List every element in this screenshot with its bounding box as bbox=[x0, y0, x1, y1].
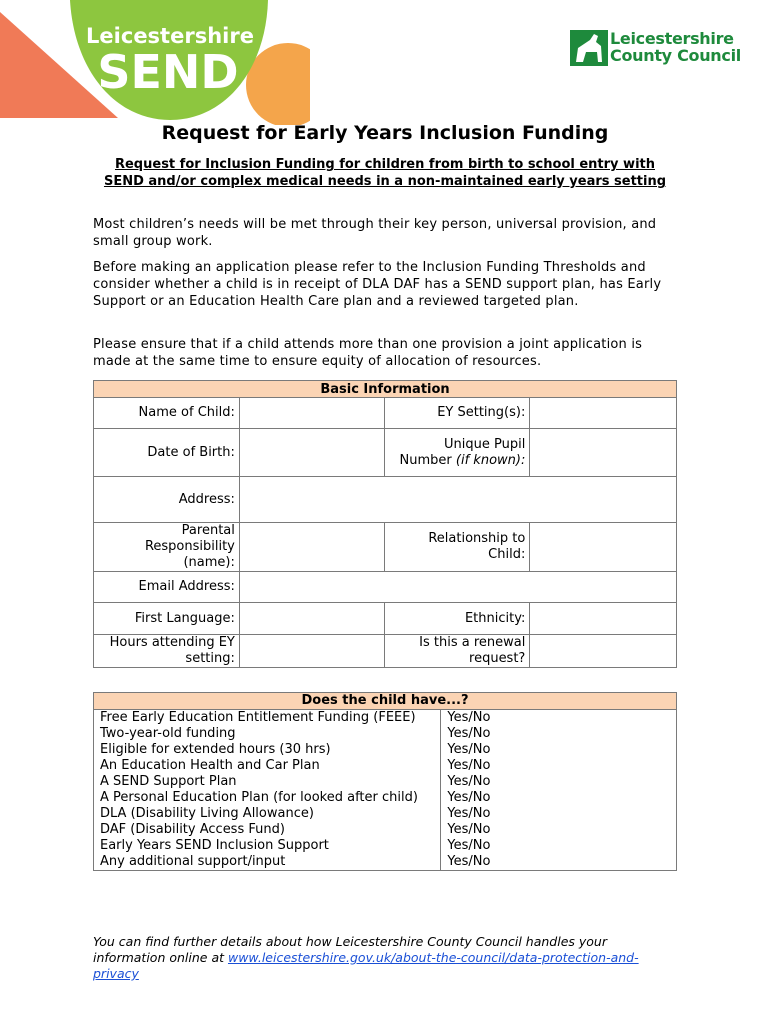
yes-no-answer[interactable]: Yes/No bbox=[441, 790, 677, 806]
address-label: Address: bbox=[94, 477, 240, 523]
table-row bbox=[94, 758, 677, 774]
name-of-child-field[interactable] bbox=[239, 398, 384, 429]
support-item-label: Early Years SEND Inclusion Support bbox=[94, 838, 441, 854]
upn-label-optional: (if known): bbox=[455, 452, 526, 468]
council-logo-text bbox=[610, 30, 741, 64]
parental-responsibility-label: Parental Responsibility (name): bbox=[94, 523, 240, 572]
relationship-label: Relationship to Child: bbox=[384, 523, 530, 572]
council-line-1: Leicestershire bbox=[610, 29, 734, 48]
ey-settings-field[interactable] bbox=[530, 398, 677, 429]
relationship-field[interactable] bbox=[530, 523, 677, 572]
yes-no-answer[interactable]: Yes/No bbox=[441, 710, 677, 727]
hours-label: Hours attending EY setting: bbox=[94, 635, 240, 668]
intro-paragraph-2: Before making an application please refer to the Inclusion Funding Thresholds and consider whether a child is in receipt of DLA DAF has a SEND support plan, has Early Support or an Education Health Care plan and a reviewed targeted plan. bbox=[93, 260, 662, 309]
council-line-2: County Council bbox=[610, 46, 741, 65]
yes-no-answer[interactable]: Yes/No bbox=[441, 726, 677, 742]
intro-paragraph-3: Please ensure that if a child attends more than one provision a joint application is made at the same time to ensure equity of allocation of resources. bbox=[93, 337, 643, 369]
yes-no-answer[interactable]: Yes/No bbox=[441, 774, 677, 790]
support-item-label: Any additional support/input bbox=[94, 854, 441, 871]
privacy-text: You can find further details about how Leicestershire County Council handles your information online at bbox=[93, 934, 607, 965]
table-row bbox=[94, 854, 677, 871]
page-title: Request for Early Years Inclusion Funding bbox=[161, 122, 609, 144]
table-row bbox=[94, 774, 677, 790]
child-have-header: Does the child have...? bbox=[94, 693, 677, 710]
upn-label-main: Unique Pupil Number bbox=[399, 436, 526, 468]
parental-responsibility-field[interactable] bbox=[239, 523, 384, 572]
table-row bbox=[94, 726, 677, 742]
ey-settings-label: EY Setting(s): bbox=[384, 398, 530, 429]
table-row bbox=[94, 742, 677, 758]
send-logo bbox=[0, 0, 310, 125]
support-item-label: Free Early Education Entitlement Funding (FEEE) bbox=[94, 710, 441, 727]
support-item-label: Two-year-old funding bbox=[94, 726, 441, 742]
support-item-label: DLA (Disability Living Allowance) bbox=[94, 806, 441, 822]
support-item-label: A SEND Support Plan bbox=[94, 774, 441, 790]
table-row bbox=[94, 710, 677, 727]
send-logo-bottom-text: SEND bbox=[97, 45, 239, 99]
support-item-label: An Education Health and Car Plan bbox=[94, 758, 441, 774]
upn-label bbox=[384, 429, 530, 477]
table-row bbox=[94, 806, 677, 822]
upn-field[interactable] bbox=[530, 429, 677, 477]
privacy-footer bbox=[93, 934, 673, 982]
renewal-field[interactable] bbox=[530, 635, 677, 668]
email-label: Email Address: bbox=[94, 572, 240, 603]
table-row bbox=[94, 790, 677, 806]
address-field[interactable] bbox=[239, 477, 676, 523]
yes-no-answer[interactable]: Yes/No bbox=[441, 854, 677, 871]
yes-no-answer[interactable]: Yes/No bbox=[441, 758, 677, 774]
support-item-label: Eligible for extended hours (30 hrs) bbox=[94, 742, 441, 758]
yes-no-answer[interactable]: Yes/No bbox=[441, 838, 677, 854]
privacy-link[interactable]: www.leicestershire.gov.uk/about-the-council/data-protection-and-privacy bbox=[93, 950, 639, 981]
child-have-table bbox=[93, 692, 677, 871]
table-row bbox=[94, 838, 677, 854]
yes-no-answer[interactable]: Yes/No bbox=[441, 822, 677, 838]
basic-info-header: Basic Information bbox=[94, 381, 677, 398]
hours-field[interactable] bbox=[239, 635, 384, 668]
child-have-rows bbox=[94, 710, 677, 871]
first-language-field[interactable] bbox=[239, 603, 384, 635]
renewal-label: Is this a renewal request? bbox=[384, 635, 530, 668]
date-of-birth-field[interactable] bbox=[239, 429, 384, 477]
ethnicity-field[interactable] bbox=[530, 603, 677, 635]
page-subtitle: Request for Inclusion Funding for children from birth to school entry with SEND and/or complex medical needs in a non-maintained early years setting bbox=[103, 157, 667, 189]
first-language-label: First Language: bbox=[94, 603, 240, 635]
send-logo-top-text: Leicestershire bbox=[86, 24, 254, 48]
yes-no-answer[interactable]: Yes/No bbox=[441, 806, 677, 822]
support-item-label: A Personal Education Plan (for looked after child) bbox=[94, 790, 441, 806]
name-of-child-label: Name of Child: bbox=[94, 398, 240, 429]
email-field[interactable] bbox=[239, 572, 676, 603]
intro-paragraph-1: Most children’s needs will be met through their key person, universal provision, and small group work. bbox=[93, 217, 657, 249]
table-row bbox=[94, 822, 677, 838]
basic-info-table bbox=[93, 380, 677, 668]
support-item-label: DAF (Disability Access Fund) bbox=[94, 822, 441, 838]
date-of-birth-label: Date of Birth: bbox=[94, 429, 240, 477]
yes-no-answer[interactable]: Yes/No bbox=[441, 742, 677, 758]
ethnicity-label: Ethnicity: bbox=[384, 603, 530, 635]
